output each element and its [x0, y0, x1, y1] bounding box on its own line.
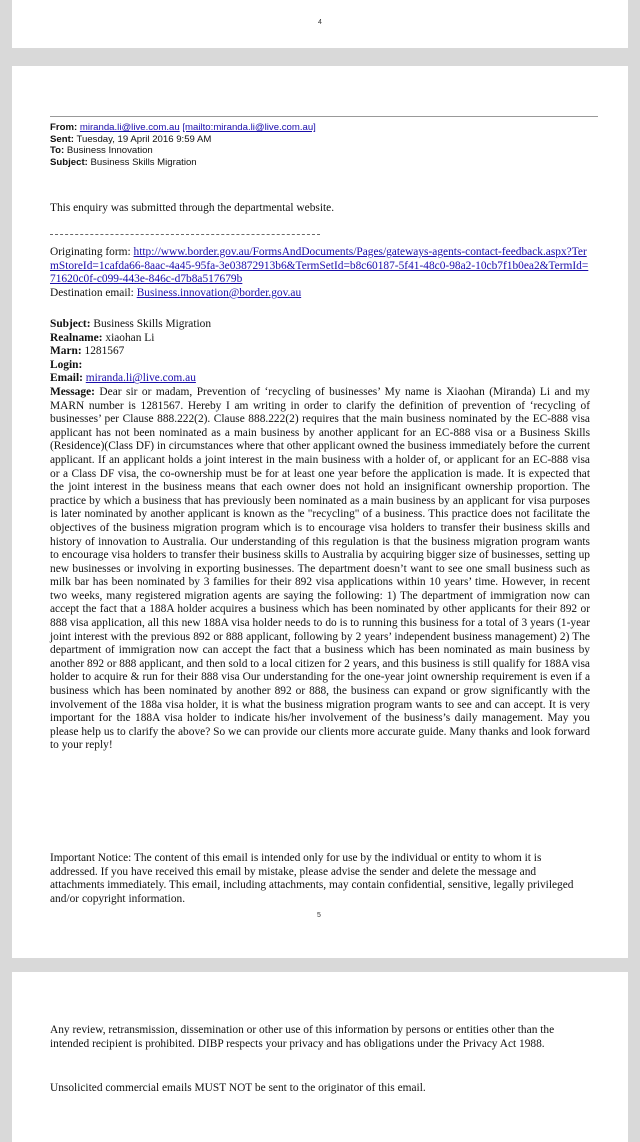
to-line: To: Business Innovation — [50, 145, 153, 156]
subject-line: Subject: Business Skills Migration — [50, 156, 197, 168]
page-number: 4 — [318, 19, 322, 26]
intro-text: This enquiry was submitted through the departmental website. — [50, 202, 335, 214]
origin-block: Originating form: http://www.border.gov.au/FormsAndDocuments/Pages/gateways-agents-contact-feedback.aspx?TermStoreId=1cafda66-8aac-4a45-95fa-3e03872913b6&TermSetId=b8c60187-5f41-48c0-98a2-10cb7f1b0ea2&TermId=71620c0f-c099-443e-846c-d7b8a517679b Destination email: Business.innovation@border.gov.au — [50, 246, 589, 299]
from-line: From: miranda.li@live.com.au [mailto:miranda.li@live.com.au] — [50, 122, 316, 133]
page-6 — [12, 972, 628, 1142]
page-5 — [12, 66, 628, 958]
destination-email-link[interactable]: Business.innovation@border.gov.au — [136, 286, 302, 299]
sent-line: Sent: Tuesday, 19 April 2016 9:59 AM — [50, 133, 212, 145]
form-fields: Subject: Business Skills Migration Realname: xiaohan Li Marn: 1281567 Login: Email: miranda.li@live.com.au Message: Dear sir or madam, Prevention of ‘recycling of businesses’ My name is Xiaohan (Miranda) Li and my MARN number is 1281567. Hereby I am writing in order to clarify the definition of prevention of ‘recycling of businesses’ per Clause 888.222(2). Clause 888.222(2) requires that the main business nominated by the EC-888 visa applicant has not been nominated as a main business by another applicant for an EC-888 visa or a Business Skills (Residence)(Class DF) in circumstances where that other applicant owned the business immediately before the current applicant. If an applicant holds a joint interest in the main business with a holder of, or applicant for an EC-888 visa or a Class DF visa, the co-ownership must be for at least one year before the application is made. It is expected that the joint interest in the business means that each owner does not hold an insignificant ownership proportion. The practice by which a business that has previously been nominated as a main business by an applicant for visa purposes is later nominated by another applicant is known as the "recycling" of a business. This practice does not facilitate the objectives of the business migration program which is to encourage visa holders to transfer their business skills and history of innovation to Australia. Our understanding of this regulation is that the business migration program wants to encourage visa holders to transfer their business skills to Australia by acquiring bigger size of businesses, setting up new businesses or involving in exporting businesses. The department doesn’t want to see one small business such as milk bar has been nominated by 3 families for their 892 visa applications within 10 years’ time. However, in recent two weeks, many registered migration agents are saying the following: 1) The department of immigration now can accept the fact that a 188A holder acquires a business which has been nominated by other applicants for their 892 or 888 visa application, all this new 188A visa holder needs to do is to running this business for a total of 3 years (1-year joint interest with the previous 892 or 888 applicant, following by 2 years’ independent business management) 2) The department of immigration now can accept the fact that a business which has been nominated as main business by another 892 or 888 applicant, and then sold to a local citizen for 2 years, and this business is still qualify for 188A visa holder to acquire & run for their 888 visa Our understanding for the one-year joint ownership requirement is even if a business which has been nominated by another 892 or 888, the business can expand or grow significantly with the involvement of the 188a visa holder, it is what the business migration program wants to see and can accept. It is very important for the 188A visa holder to indicate his/her involvement of the business’s daily management. May you please help us to clarify the above? So we can provide our clients more accurate guide. Many thanks and look forward to your reply! — [50, 318, 590, 752]
page-4 — [12, 0, 628, 48]
originating-form-link[interactable]: http://www.border.gov.au/FormsAndDocuments/Pages/gateways-agents-contact-feedback.aspx?TermStoreId=1cafda66-8aac-4a45-95fa-3e03872913b6&TermSetId=b8c60187-5f41-48c0-98a2-10cb7f1b0ea2&TermId=71620c0f-c099-443e-846c-d7b8a517679b — [50, 246, 589, 286]
page-number: 5 — [317, 912, 321, 919]
email-link[interactable]: miranda.li@live.com.au — [85, 372, 196, 385]
from-mailto-link[interactable]: [mailto:miranda.li@live.com.au] — [182, 122, 316, 133]
header-rule — [50, 116, 598, 117]
separator — [50, 234, 320, 235]
important-notice: Important Notice: The content of this email is intended only for use by the individual or entity to whom it is addressed. If you have received this email by mistake, please advise the sender and delete the message and attachments immediately. This email, including attachments, may contain confidential, sensitive, legally privileged and/or copyright information. — [50, 852, 574, 905]
unsolicited-notice: Unsolicited commercial emails MUST NOT be sent to the originator of this email. — [50, 1082, 426, 1094]
message-body: Message: Dear sir or madam, Prevention of ‘recycling of businesses’ My name is Xiaohan (Miranda) Li and my MARN number is 1281567. Hereby I am writing in order to clarify the definition of prevention of ‘recycling of businesses’ per Clause 888.222(2). Clause 888.222(2) requires that the main business nominated by the EC-888 visa applicant has not been nominated as a main business by another applicant for an EC-888 visa or a Business Skills (Residence)(Class DF) in circumstances where that other applicant owned the business immediately before the current applicant. If an applicant holds a joint interest in the main business with a holder of, or applicant for an EC-888 visa or a Class DF visa, the co-ownership must be for at least one year before the application is made. It is expected that the joint interest in the business means that each owner does not hold an insignificant ownership proportion. The practice by which a business that has previously been nominated as a main business by an applicant for visa purposes is later nominated by another applicant is known as the "recycling" of a business. This practice does not facilitate the objectives of the business migration program which is to encourage visa holders to transfer their business skills and history of innovation to Australia. Our understanding of this regulation is that the business migration program wants to encourage visa holders to transfer their business skills to Australia by acquiring bigger size of businesses, setting up new businesses or involving in exporting businesses. The department doesn’t want to see one small business such as milk bar has been nominated by 3 families for their 892 visa applications within 10 years’ time. However, in recent two weeks, many registered migration agents are saying the following: 1) The department of immigration now can accept the fact that a 188A holder acquires a business which has been nominated by other applicants for their 892 or 888 visa application, all this new 188A visa holder needs to do is to running this business for a total of 3 years (1-year joint interest with the previous 892 or 888 applicant, following by 2 years’ independent business management) 2) The department of immigration now can accept the fact that a business which has been nominated as main business by another 892 or 888 applicant, and then sold to a local citizen for 2 years, and this business is still qualify for 188A visa holder to acquire & run for their 888 visa Our understanding for the one-year joint ownership requirement is even if a business which has been nominated by another 892 or 888, the business can expand or grow significantly with the involvement of the 188a visa holder, it is what the business migration program wants to see and can accept. It is very important for the 188A visa holder to indicate his/her involvement of the business’s daily management. May you please help us to clarify the above? So we can provide our clients more accurate guide. Many thanks and look forward to your reply! — [50, 385, 590, 752]
from-email-link[interactable]: miranda.li@live.com.au — [79, 122, 180, 133]
review-notice: Any review, retransmission, dissemination or other use of this information by persons or entities other than the intended recipient is prohibited. DIBP respects your privacy and has obligations under the Privacy Act 1988. — [50, 1024, 555, 1050]
email-header — [50, 122, 316, 168]
